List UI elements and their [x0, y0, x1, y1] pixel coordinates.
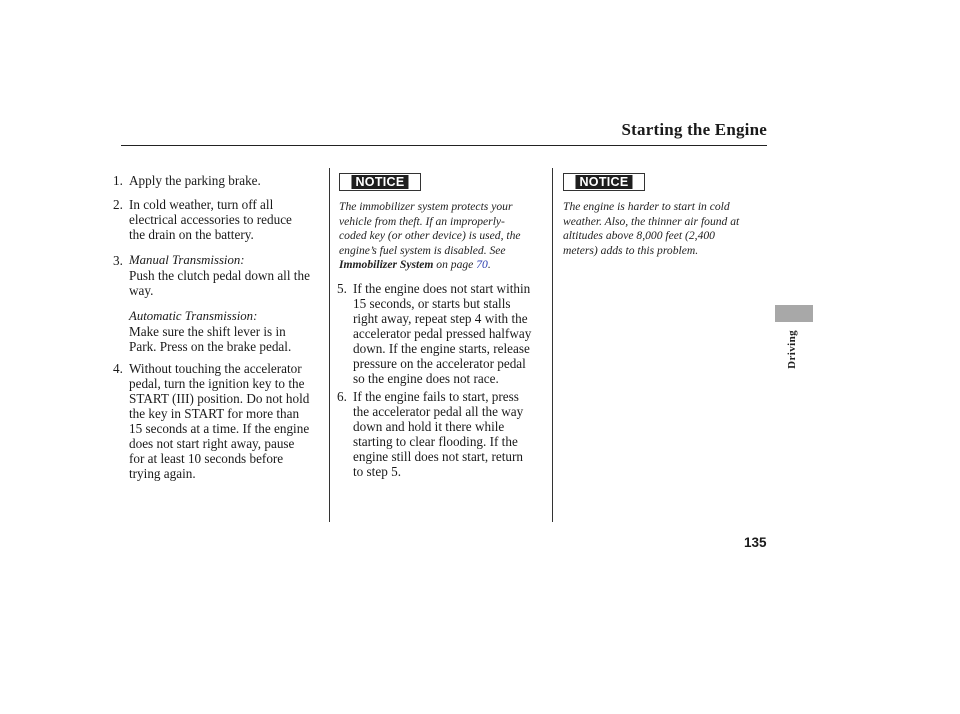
step-line: way.: [129, 283, 154, 298]
step-number: 5.: [337, 281, 347, 296]
step-line: In cold weather, turn off all: [129, 197, 274, 212]
step-line: down and hold it there while: [353, 419, 505, 434]
page-reference-link[interactable]: 70: [476, 258, 488, 271]
step-3: [113, 253, 339, 354]
section-label: Driving: [786, 330, 798, 369]
manual-transmission-heading: Manual Transmission:: [129, 253, 245, 267]
step-line: accelerator pedal pressed halfway: [353, 326, 532, 341]
notice-text-immobilizer: [339, 200, 551, 273]
notice-line: altitudes above 8,000 feet (2,400: [563, 229, 715, 242]
step-line: START (III) position. Do not hold: [129, 391, 310, 406]
notice-line: meters) adds to this problem.: [563, 243, 699, 257]
step-line: starting to clear flooding. If the: [353, 434, 518, 449]
notice-badge-immobilizer: [339, 173, 421, 191]
step-number: 3.: [113, 253, 123, 268]
step-line: If the engine does not start within: [353, 281, 531, 296]
step-line: 15 seconds, or starts but stalls: [353, 296, 511, 311]
reference-title: Immobilizer System: [339, 258, 434, 271]
step-line: electrical accessories to reduce: [129, 212, 292, 227]
notice-badge-cold-weather: [563, 173, 645, 191]
step-line: trying again.: [129, 466, 196, 481]
step-line: 15 seconds at a time. If the engine: [129, 421, 310, 436]
step-4: [113, 361, 339, 481]
step-line: the key in START for more than: [129, 406, 300, 421]
page-title: Starting the Engine: [621, 120, 767, 139]
step-line: If the engine fails to start, press: [353, 389, 519, 404]
step-6: [337, 389, 553, 479]
section-tab-marker: [775, 305, 813, 322]
step-line: the accelerator pedal all the way: [353, 404, 524, 419]
step-number: 2.: [113, 197, 123, 212]
step-1: [113, 173, 334, 188]
notice-label: NOTICE: [351, 175, 408, 189]
step-line: so the engine does not race.: [353, 371, 499, 386]
step-line: pedal, turn the ignition key to the: [129, 376, 305, 391]
notice-line: weather. Also, the thinner air found at: [563, 214, 740, 228]
reference-end: .: [487, 258, 491, 271]
step-5: [337, 281, 553, 386]
notice-line: engine’s fuel system is disabled. See: [339, 243, 506, 257]
step-line: Push the clutch pedal down all the: [129, 268, 310, 283]
step-line: for at least 10 seconds before: [129, 451, 284, 466]
step-line: to step 5.: [353, 464, 401, 479]
step-line: Without touching the accelerator: [129, 361, 302, 376]
notice-line: vehicle from theft. If an improperly-: [339, 214, 505, 228]
header-rule: [121, 145, 767, 146]
step-line: down. If the engine starts, release: [353, 341, 530, 356]
step-line: Make sure the shift lever is in: [129, 324, 286, 339]
step-line: Park. Press on the brake pedal.: [129, 339, 292, 354]
step-line: does not start right away, pause: [129, 436, 295, 451]
notice-label: NOTICE: [575, 175, 632, 189]
notice-line: coded key (or other device) is used, the: [339, 229, 521, 242]
step-line: pressure on the accelerator pedal: [353, 356, 526, 371]
step-2: [113, 197, 334, 242]
reference-text: on page: [436, 258, 474, 271]
notice-line: The engine is harder to start in cold: [563, 200, 730, 213]
step-number: 4.: [113, 361, 123, 376]
automatic-transmission-heading: Automatic Transmission:: [129, 309, 258, 323]
page-number: 135: [744, 535, 767, 550]
step-line: the drain on the battery.: [129, 227, 254, 242]
step-line: engine still does not start, return: [353, 449, 523, 464]
notice-reference: [339, 258, 551, 273]
step-number: 1.: [113, 173, 123, 188]
step-line: right away, repeat step 4 with the: [353, 311, 528, 326]
notice-line: The immobilizer system protects your: [339, 200, 513, 213]
notice-text-cold-weather: [563, 200, 773, 258]
step-number: 6.: [337, 389, 347, 404]
step-line: Apply the parking brake.: [129, 173, 261, 188]
